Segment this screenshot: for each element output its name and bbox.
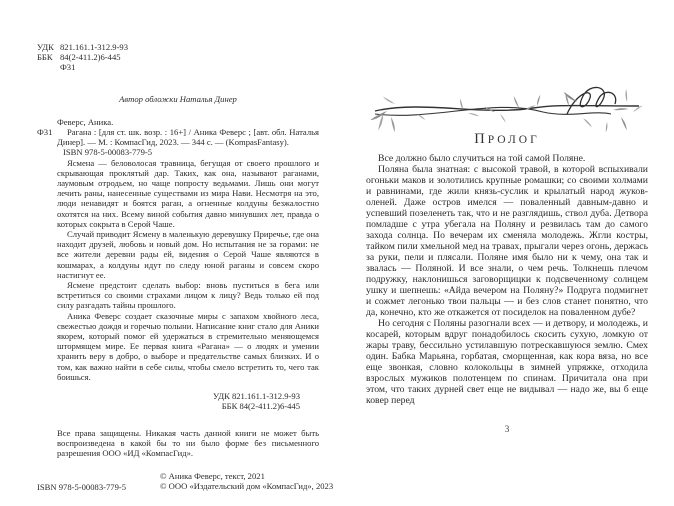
body-paragraph: Все должно было случиться на той самой Поляне. — [378, 153, 586, 164]
udk-footer: УДК 821.161.1-312.9-93 — [213, 391, 300, 402]
imprint-footer — [37, 471, 334, 493]
bbk-value: 84(2-411.2)6-445 — [60, 52, 121, 63]
catalog-author-sign: Ф31 — [37, 127, 53, 138]
annotation-paragraph: Аника Феверс создает сказочные миры с запахом хвойного леса, свежестью дождя и горечью полыни. Написание книг стало для Аники якорем, который помог ей удержаться в стремительно меняющемся штормящем мире. Ее первая книга «Рагана» — о людях и умении хранить веру в добро, о выборе и предательстве самых близких. И о том, как важно найти в себе силы, чтобы смело встретить то, чего так боишься. — [57, 310, 319, 382]
rights-notice: Все права защищены. Никакая часть данной книги не может быть воспроизведена в какой бы то ни было форме без письменного разрешения ООО «ИД «КомпасГид». — [57, 427, 319, 458]
cover-artist-credit: Автор обложки Наталья Динер — [119, 93, 237, 104]
annotation-paragraph: Случай приводит Ясмену в маленькую деревушку Приречье, где она находит друзей, любовь и новый дом. Но испытания не за горами: не все жители деревни рады ей, видения о Серой Чаше являются в кошмарах, а колдуны идут по следу юной раганы и совсем скоро настигнут ее. — [57, 229, 319, 280]
author-entry: Феверс, Аника. — [57, 116, 114, 127]
copyright-publisher: © ООО «Издательский дом «КомпасГид», 2023 — [160, 481, 334, 492]
isbn-catalog: ISBN 978-5-00083-779-5 — [63, 147, 153, 158]
imprint-page — [37, 42, 334, 493]
bbk-label: ББК — [37, 52, 53, 63]
prologue-page — [366, 84, 648, 436]
chapter-title: ПРОЛОГ — [474, 131, 540, 147]
body-paragraph: Поляна была знатная: с высокой травой, в которой вспыхивали огоньки маков и золотились крупные ромашки; со своими холмами и равнинами, где жили князь-суслик и крылатый народ жуков-оленей. Даже остров имелся — поваленный давным-давно и успевший позеленеть так, что и не разглядишь, ствол дуба. Детвора помладше с утра убегала на Поляну и резвилась там до самого захода солнца. По вечерам их сменяла молодежь. Жгли костры, тайком пили хмельной мед на травах, прыгали через огонь, держась за руки, пели и плясали. Поляне имя было ни к чему, она так и звалась — Поляной. И все знали, о чем речь. Толкнешь плечом подружку, наклонишься заговорщицки к подсвеченному солнцем ушку и шепнешь: «Айда вечером на Поляну?» Подруга подмигнет и сожмет легонько твои пальцы — и без слов станет понятно, что да, конечно, кто же откажется от посиделок на поваленном дубе? — [366, 164, 648, 318]
prologue-text — [366, 153, 648, 406]
page-number: 3 — [504, 425, 510, 435]
isbn-footer: ISBN 978-5-00083-779-5 — [37, 481, 127, 492]
udk-label: УДК — [37, 42, 54, 52]
annotation-paragraph: Ясмена — беловолосая травница, бегущая от своего прошлого и скрывающая проклятый дар. Таких, как она, называют раганами, лаумовым отродьем, но чаще попросту ведьмами. Лишь они могут лечить раны, нанесенные существами из мира Нави. Несмотря на это, люди ненавидят и боятся раган, а огненные колдуны безжалостно охотятся на них. Всему виной события давно минувших лет, правда о которых сокрыта в Серой Чаше. — [57, 157, 319, 229]
catalog-card — [37, 127, 319, 148]
annotation-paragraph: Ясмене предстоит сделать выбор: вновь пуститься в бега или встретиться со своими страхами лицом к лицу? Ведь только ей под силу разгадать тайны прошлого. — [57, 280, 319, 311]
catalog-entry: Рагана : [для ст. шк. возр. : 16+] / Аника Феверс ; [авт. обл. Наталья Динер]. — М. : КомпасГид, 2023. — 344 с. — (KompasFantasy). — [57, 127, 319, 148]
bbk-footer: ББК 84(2-411.2)6-445 — [221, 401, 300, 412]
classification-codes-footer — [57, 391, 319, 411]
copyright-author: © Аника Феверс, текст, 2021 — [160, 471, 265, 482]
copyright-lines — [160, 471, 334, 492]
body-paragraph: Но сегодня с Поляны разогнали всех — и детвору, и молодежь, и косарей, которым вдруг понадобилось скосить сухую, ломкую от жары траву, бессильно устилавшую потрескавшуюся землю. Смех один. Бабка Марьяна, горбатая, сморщенная, как кора вяза, но все еще звонкая, словно колокольцы в зимней упряжке, отходила взрослых мужиков полотенцем по спинам. Причитала она при этом, что таких дурней свет еще не видывал — надо же, вы б еще ковер перед — [366, 318, 648, 406]
udk-value: 821.161.1-312.9-93 — [60, 42, 129, 52]
floral-vine-ornament-icon — [371, 84, 643, 132]
classification-codes — [37, 42, 319, 73]
annotation-block — [57, 158, 319, 382]
author-sign: Ф31 — [60, 62, 76, 73]
